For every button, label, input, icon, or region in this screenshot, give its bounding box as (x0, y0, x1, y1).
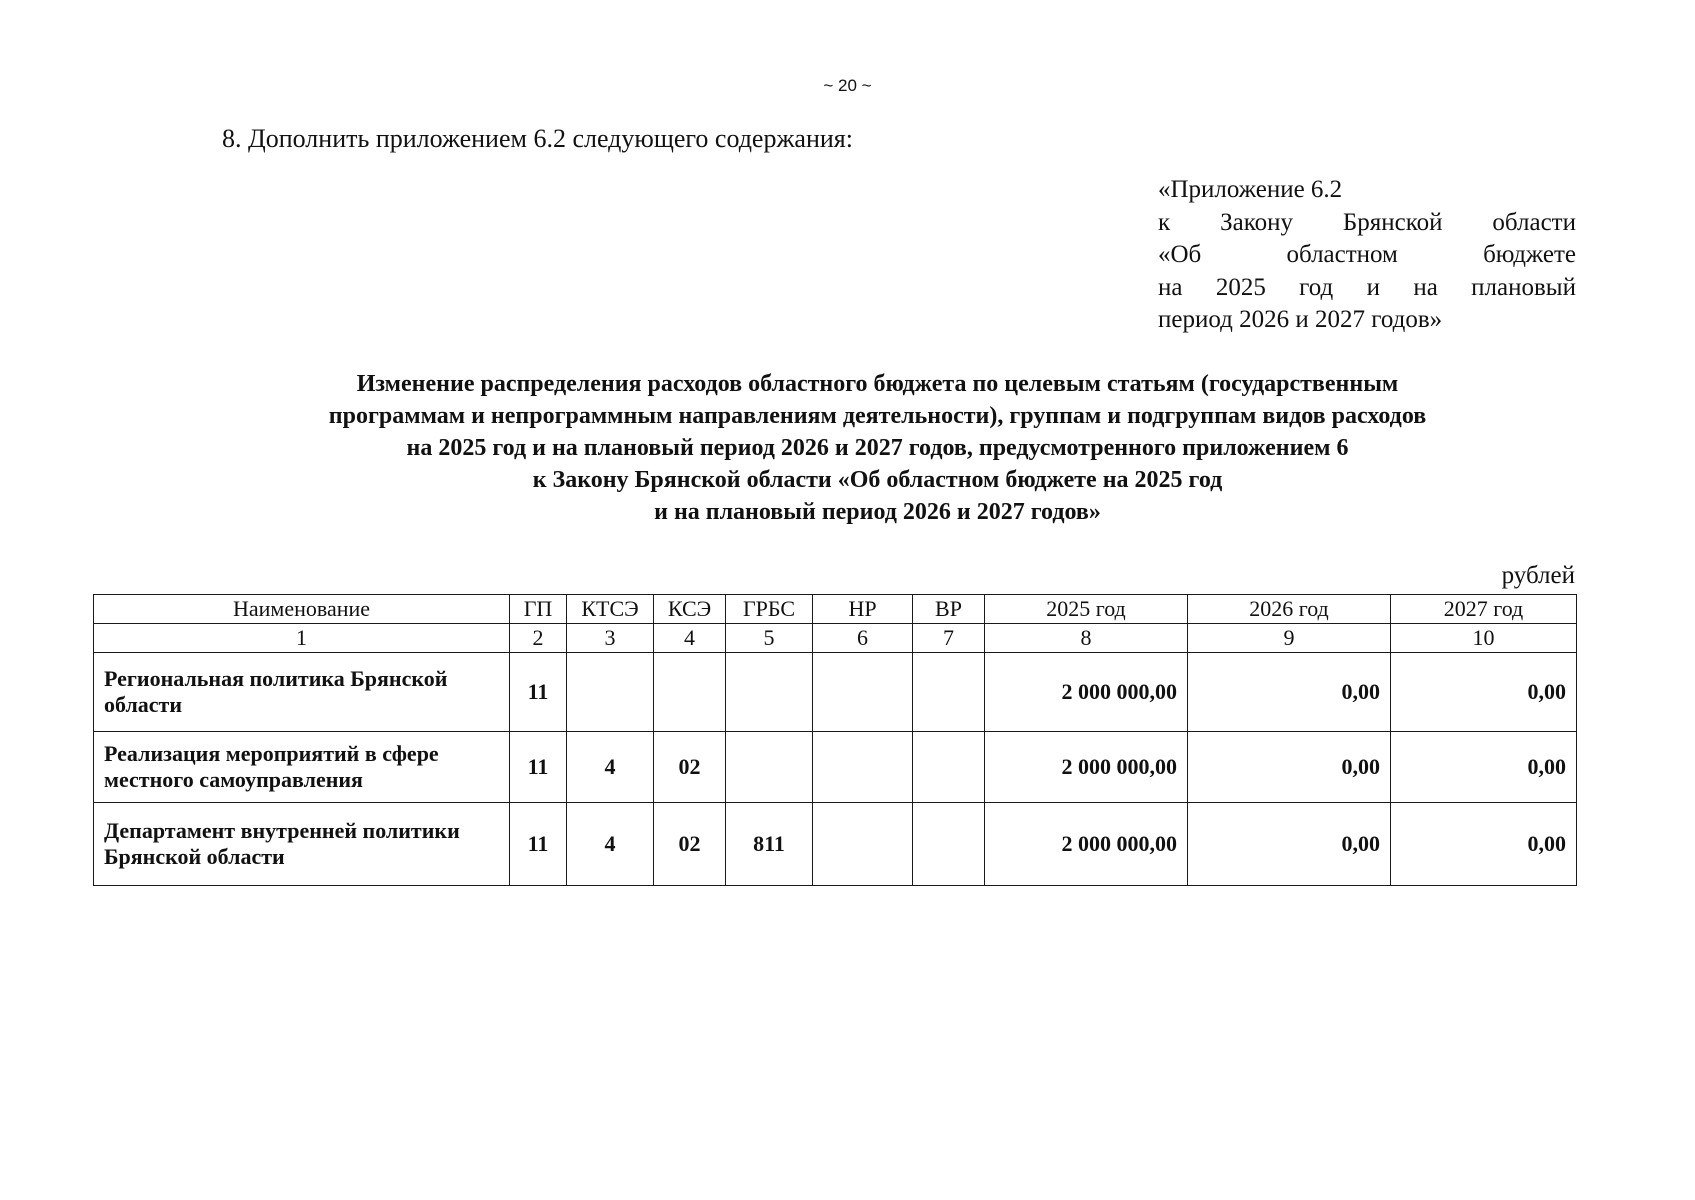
cell-2025: 2 000 000,00 (985, 653, 1188, 732)
cell-grbs (726, 732, 813, 803)
cell-name-line: Брянской области (104, 844, 285, 869)
header-gp: ГП (510, 595, 567, 624)
appendix-line-4 (1158, 272, 1576, 305)
appendix-word: и (1366, 273, 1380, 301)
appendix-word: бюджете (1483, 241, 1576, 268)
budget-table (93, 594, 1577, 886)
cell-ktse (567, 653, 654, 732)
column-number: 6 (813, 624, 913, 653)
header-2026: 2026 год (1188, 595, 1391, 624)
appendix-line-2 (1158, 207, 1576, 240)
cell-vr (913, 803, 985, 886)
table-title (160, 368, 1595, 528)
header-grbs: ГРБС (726, 595, 813, 624)
cell-2026: 0,00 (1188, 732, 1391, 803)
header-ktse: КТСЭ (567, 595, 654, 624)
appendix-line-1 (1158, 174, 1576, 207)
appendix-line-3 (1158, 239, 1576, 272)
appendix-word: на (1158, 273, 1183, 301)
column-number: 5 (726, 624, 813, 653)
intro-paragraph: 8. Дополнить приложением 6.2 следующего содержания: (222, 124, 853, 153)
appendix-word: областном (1286, 241, 1398, 268)
appendix-word: плановый (1471, 273, 1576, 301)
cell-ktse: 4 (567, 803, 654, 886)
table-row (94, 732, 1577, 803)
appendix-word: области (1492, 208, 1576, 236)
cell-nr (813, 803, 913, 886)
cell-name-line: местного самоуправления (104, 767, 363, 792)
appendix-word: год (1299, 273, 1334, 301)
cell-2026: 0,00 (1188, 803, 1391, 886)
appendix-word: к (1158, 208, 1171, 236)
cell-2027: 0,00 (1391, 732, 1577, 803)
table-title-line: Изменение распределения расходов областного бюджета по целевым статьям (государственным (356, 371, 1399, 397)
units-label: рублей (1501, 562, 1575, 589)
cell-kse (654, 653, 726, 732)
cell-name (94, 732, 510, 803)
column-number: 9 (1188, 624, 1391, 653)
cell-grbs: 811 (726, 803, 813, 886)
cell-kse: 02 (654, 803, 726, 886)
table-row (94, 653, 1577, 732)
appendix-word: период 2026 и 2027 годов» (1158, 306, 1443, 333)
column-number: 8 (985, 624, 1188, 653)
header-vr: ВР (913, 595, 985, 624)
appendix-word: «Приложение 6.2 (1158, 176, 1343, 203)
cell-gp: 11 (510, 803, 567, 886)
cell-2027: 0,00 (1391, 803, 1577, 886)
table-title-line: и на плановый период 2026 и 2027 годов» (654, 499, 1101, 525)
appendix-word: «Об (1158, 241, 1202, 268)
appendix-word: Брянской (1342, 208, 1443, 236)
appendix-word: на (1413, 273, 1438, 301)
cell-2025: 2 000 000,00 (985, 803, 1188, 886)
header-nr: НР (813, 595, 913, 624)
cell-2026: 0,00 (1188, 653, 1391, 732)
table-title-line: к Закону Брянской области «Об областном бюджете на 2025 год (532, 467, 1223, 493)
cell-name (94, 653, 510, 732)
column-number: 1 (94, 624, 510, 653)
header-name: Наименование (94, 595, 510, 624)
appendix-word: 2025 (1215, 273, 1266, 301)
cell-name-line: Департамент внутренней политики (104, 818, 460, 843)
column-number-row (94, 624, 1577, 653)
cell-gp: 11 (510, 732, 567, 803)
table-title-line: программам и непрограммным направлениям деятельности), группам и подгруппам видов расходов (328, 403, 1427, 429)
table-header-row (94, 595, 1577, 624)
appendix-line-5 (1158, 304, 1576, 337)
cell-vr (913, 653, 985, 732)
table-title-line: на 2025 год и на плановый период 2026 и 2027 годов, предусмотренного приложением 6 (406, 435, 1349, 461)
appendix-reference (1158, 174, 1576, 337)
cell-2027: 0,00 (1391, 653, 1577, 732)
column-number: 10 (1391, 624, 1577, 653)
appendix-word: Закону (1220, 208, 1293, 236)
cell-nr (813, 653, 913, 732)
cell-name (94, 803, 510, 886)
table-row (94, 803, 1577, 886)
cell-gp: 11 (510, 653, 567, 732)
cell-name-line: Региональная политика Брянской (104, 666, 448, 691)
column-number: 2 (510, 624, 567, 653)
cell-ktse: 4 (567, 732, 654, 803)
column-number: 3 (567, 624, 654, 653)
cell-vr (913, 732, 985, 803)
cell-kse: 02 (654, 732, 726, 803)
page-number: ~ 20 ~ (823, 76, 872, 95)
cell-name-line: области (104, 692, 183, 717)
cell-grbs (726, 653, 813, 732)
header-2027: 2027 год (1391, 595, 1577, 624)
header-2025: 2025 год (985, 595, 1188, 624)
cell-name-line: Реализация мероприятий в сфере (104, 741, 439, 766)
cell-nr (813, 732, 913, 803)
cell-2025: 2 000 000,00 (985, 732, 1188, 803)
column-number: 7 (913, 624, 985, 653)
header-kse: КСЭ (654, 595, 726, 624)
column-number: 4 (654, 624, 726, 653)
